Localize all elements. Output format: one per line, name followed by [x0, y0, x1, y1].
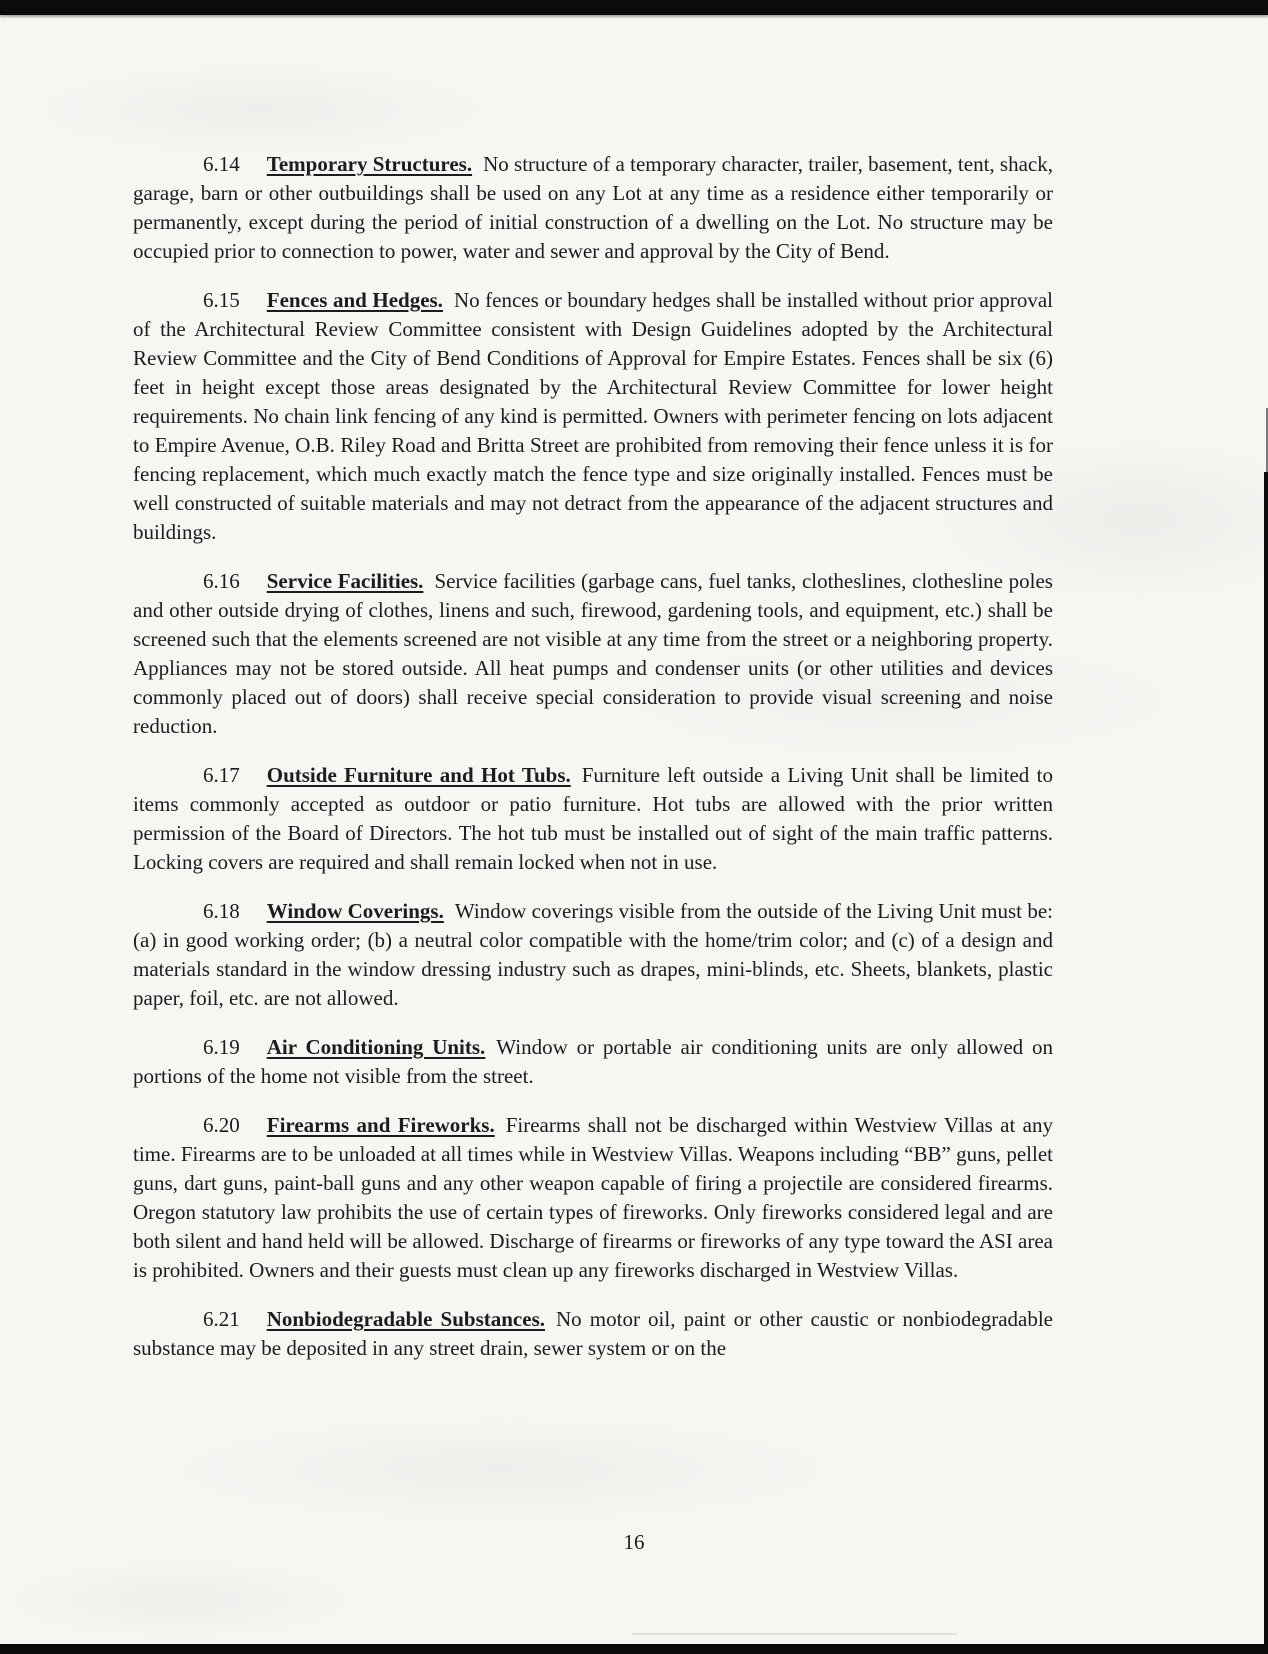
section-title: Outside Furniture and Hot Tubs.: [266, 763, 571, 787]
section-paragraph-6-16: [133, 567, 1053, 741]
scan-artifact-right-strip: [1264, 472, 1268, 1654]
section-number: 6.21: [203, 1307, 240, 1331]
section-paragraph-6-17: [133, 761, 1053, 877]
section-number: 6.19: [203, 1035, 240, 1059]
section-title: Service Facilities.: [266, 569, 424, 593]
scan-artifact-bottom-bar: [0, 1644, 1268, 1654]
section-body: Service facilities (garbage cans, fuel tanks, clotheslines, clothesline poles and other outside drying of clothes, linens and such, firewood, gardening tools, and equipment, etc.) shall be screened such that the elements screened are not visible at any time from the street or a neighboring property. Appliances may not be stored outside. All heat pumps and condenser units (or other utilities and devices commonly placed out of doors) shall receive special consideration to provide visual screening and noise reduction.: [133, 569, 1053, 738]
section-body: Firearms shall not be discharged within Westview Villas at any time. Firearms are to be unloaded at all times while in Westview Villas. Weapons including “BB” guns, pellet guns, dart guns, paint-ball guns and any other weapon capable of firing a projectile are considered firearms. Oregon statutory law prohibits the use of certain types of fireworks. Only fireworks considered legal and are both silent and hand held will be allowed. Discharge of firearms or fireworks of any type toward the ASI area is prohibited. Owners and their guests must clean up any fireworks discharged in Westview Villas.: [133, 1113, 1054, 1282]
section-paragraph-6-20: [133, 1111, 1053, 1285]
section-body: Window or portable air conditioning units are only allowed on portions of the home not visible from the street.: [133, 1035, 1053, 1088]
section-number: 6.16: [203, 569, 240, 593]
section-paragraph-6-19: [133, 1033, 1053, 1091]
section-title: Window Coverings.: [266, 899, 444, 923]
scan-artifact-smudge: [632, 1633, 957, 1635]
section-body: No motor oil, paint or other caustic or nonbiodegradable substance may be deposited in any street drain, sewer system or on the: [133, 1307, 1053, 1360]
section-body: No structure of a temporary character, trailer, basement, tent, shack, garage, barn or other outbuildings shall be used on any Lot at any time as a residence either temporarily or permanently, except during the period of initial construction of a dwelling on the Lot. No structure may be occupied prior to connection to power, water and sewer and approval by the City of Bend.: [133, 152, 1053, 263]
section-number: 6.17: [203, 763, 240, 787]
section-body: Furniture left outside a Living Unit shall be limited to items commonly accepted as outdoor or patio furniture. Hot tubs are allowed with the prior written permission of the Board of Directors. The hot tub must be installed out of sight of the main traffic patterns. Locking covers are required and shall remain locked when not in use.: [133, 763, 1053, 874]
section-paragraph-6-14: [133, 150, 1053, 266]
section-number: 6.18: [203, 899, 240, 923]
section-title: Temporary Structures.: [266, 152, 473, 176]
document-content: [133, 150, 1053, 1363]
section-number: 6.14: [203, 152, 240, 176]
page-number: 16: [623, 1530, 645, 1554]
section-title: Fences and Hedges.: [266, 288, 443, 312]
section-number: 6.20: [203, 1113, 240, 1137]
section-body: No fences or boundary hedges shall be installed without prior approval of the Architectural Review Committee consistent with Design Guidelines adopted by the Architectural Review Committee and the City of Bend Conditions of Approval for Empire Estates. Fences shall be six (6) feet in height except those areas designated by the Architectural Review Committee for lower height requirements. No chain link fencing of any kind is permitted. Owners with perimeter fencing on lots adjacent to Empire Avenue, O.B. Riley Road and Britta Street are prohibited from removing their fence unless it is for fencing replacement, which much exactly match the fence type and size originally installed. Fences must be well constructed of suitable materials and may not detract from the appearance of the adjacent structures and buildings.: [133, 288, 1053, 544]
section-title: Air Conditioning Units.: [266, 1035, 486, 1059]
section-paragraph-6-15: [133, 286, 1053, 547]
section-title: Firearms and Fireworks.: [266, 1113, 495, 1137]
section-title: Nonbiodegradable Substances.: [266, 1307, 545, 1331]
section-paragraph-6-18: [133, 897, 1053, 1013]
section-number: 6.15: [203, 288, 240, 312]
section-paragraph-6-21: [133, 1305, 1053, 1363]
scan-artifact-top-bar: [0, 0, 1268, 15]
section-body: Window coverings visible from the outside of the Living Unit must be: (a) in good working order; (b) a neutral color compatible with the home/trim color; and (c) of a design and materials standard in the window dressing industry such as drapes, mini-blinds, etc. Sheets, blankets, plastic paper, foil, etc. are not allowed.: [133, 899, 1054, 1010]
